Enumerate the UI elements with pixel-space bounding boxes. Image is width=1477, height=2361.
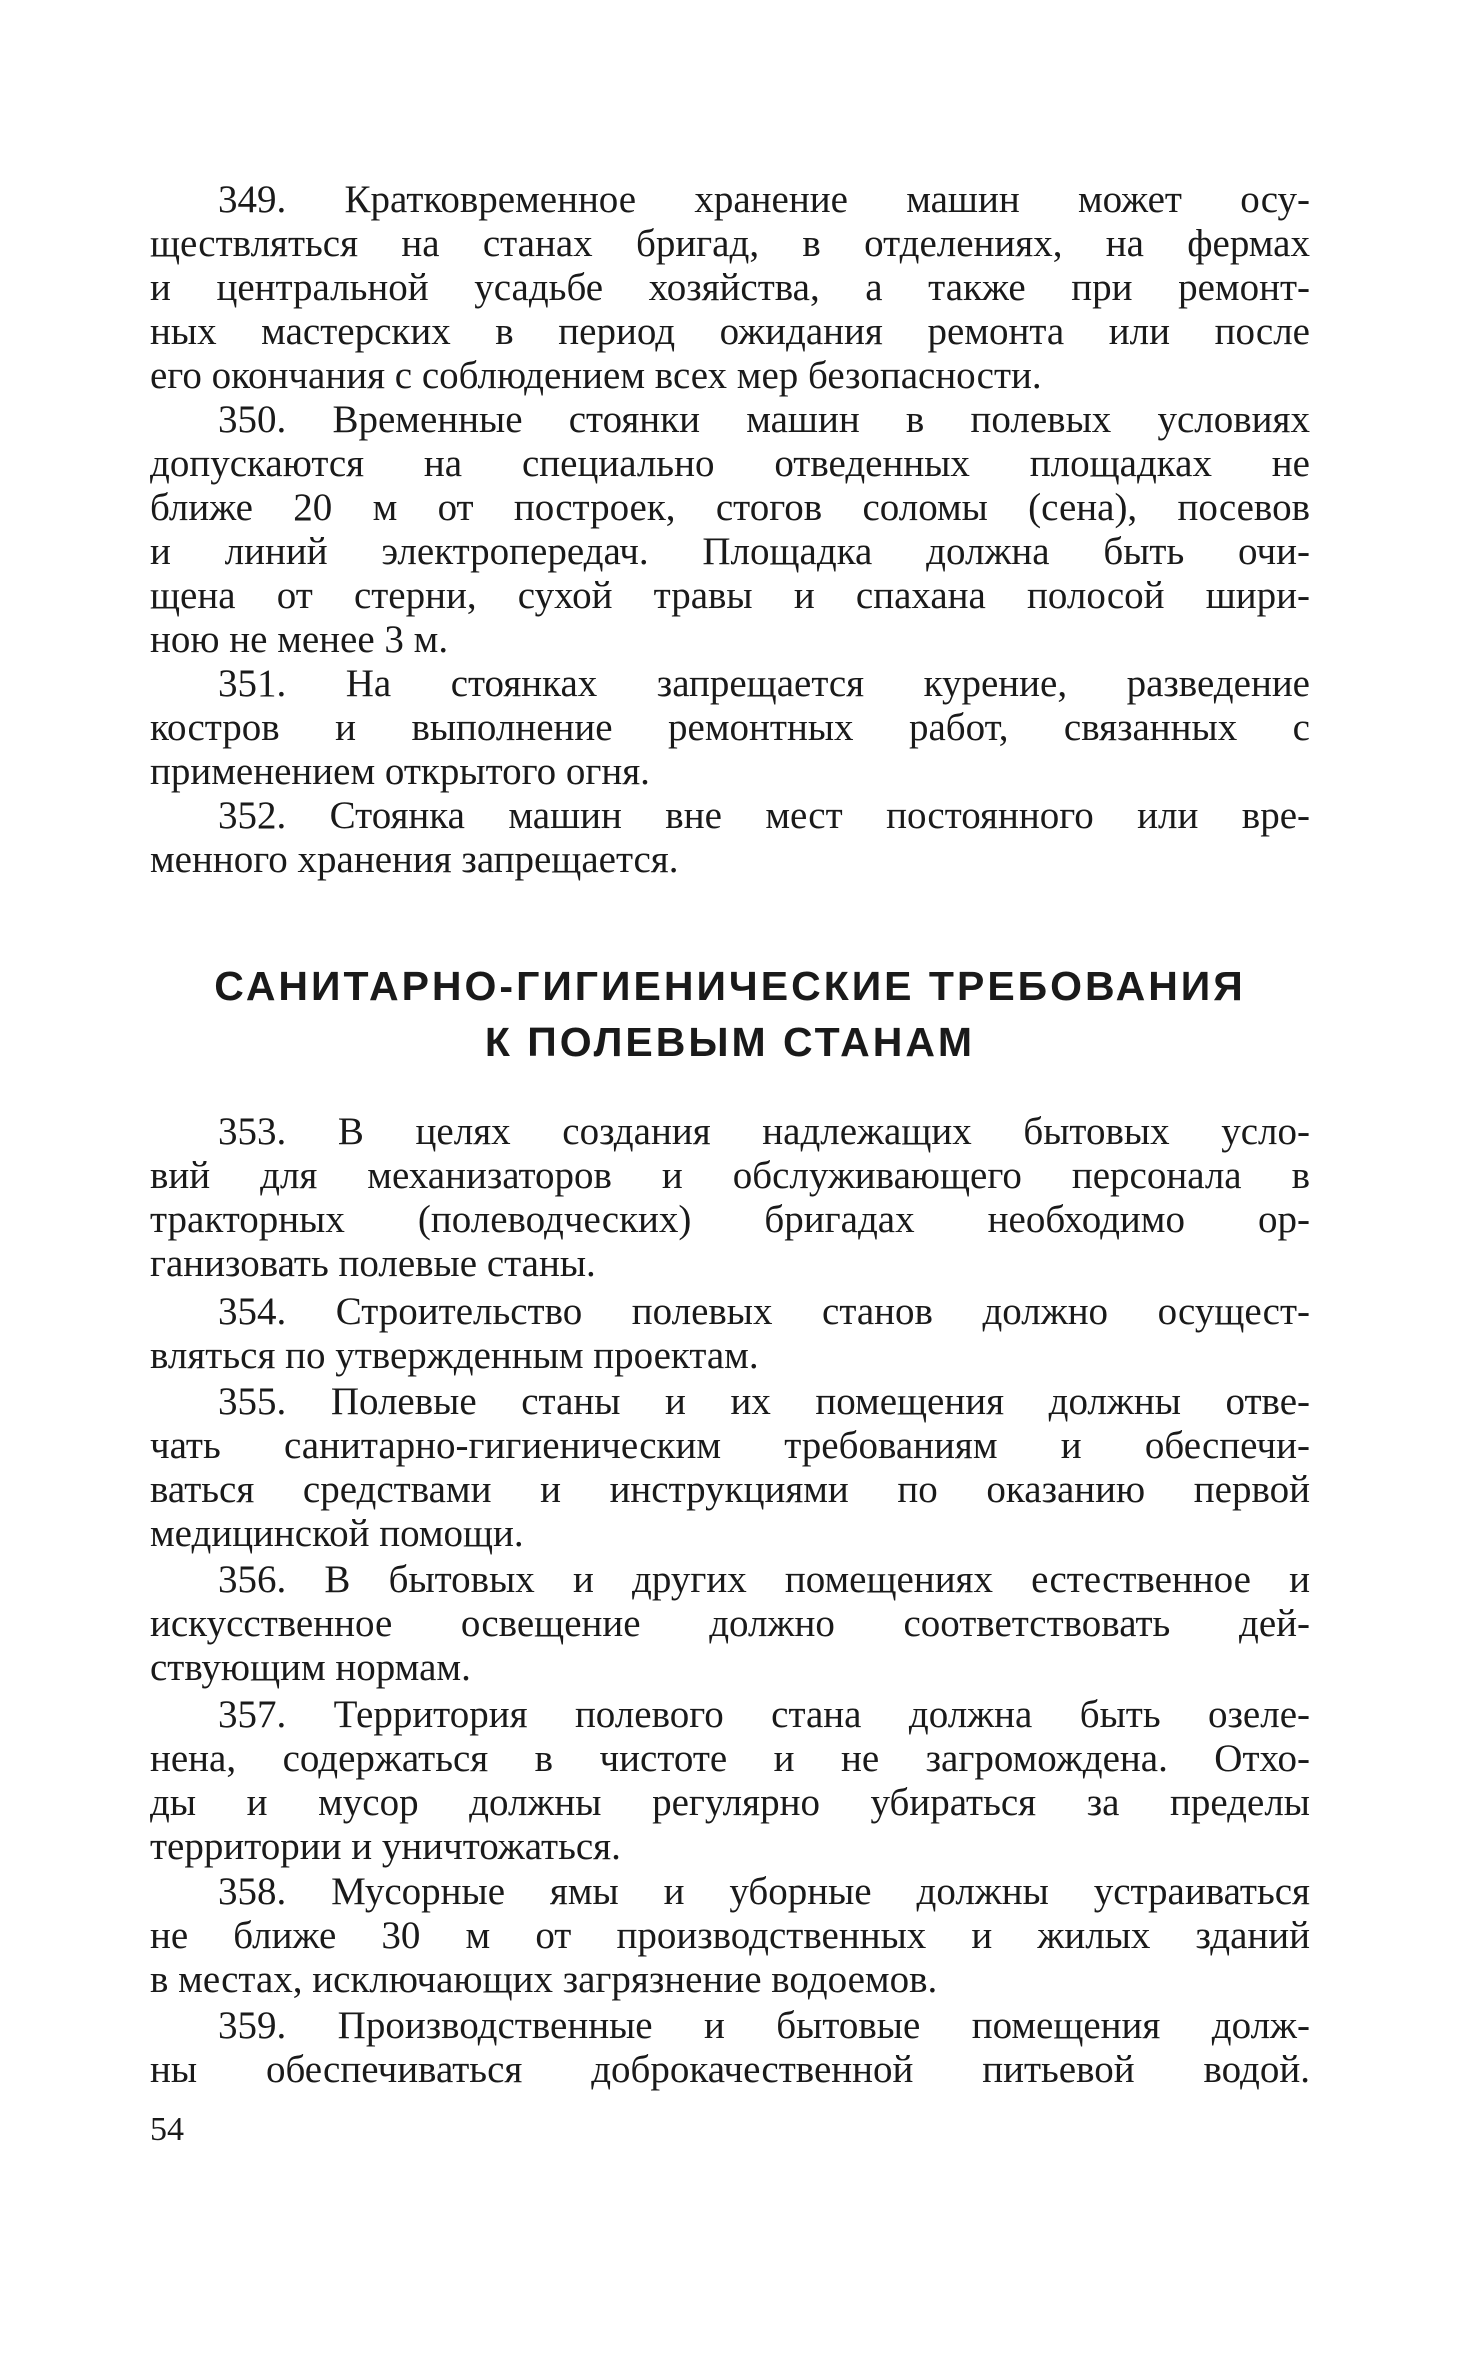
paragraph-354 bbox=[150, 1290, 1310, 1378]
text-line: 354. Строительство полевых станов должно осущест- bbox=[218, 1290, 1310, 1333]
text-line: ваться средствами и инструкциями по оказанию первой bbox=[150, 1468, 1310, 1511]
text-line: щена от стерни, сухой травы и спахана полосой шири- bbox=[150, 574, 1310, 617]
text-line: чать санитарно-гигиеническим требованиям и обеспечи- bbox=[150, 1424, 1310, 1467]
paragraph-357 bbox=[150, 1693, 1310, 1869]
paragraph-351 bbox=[150, 662, 1310, 794]
text-line: вляться по утвержденным проектам. bbox=[150, 1334, 759, 1377]
text-line: костров и выполнение ремонтных работ, связанных с bbox=[150, 706, 1310, 749]
text-line: 357. Территория полевого стана должна быть озеле- bbox=[218, 1693, 1310, 1736]
text-line: ных мастерских в период ожидания ремонта или после bbox=[150, 310, 1310, 353]
text-line: 358. Мусорные ямы и уборные должны устраиваться bbox=[218, 1870, 1310, 1913]
text-line: в местах, исключающих загрязнение водоемов. bbox=[150, 1958, 938, 2001]
text-line: менного хранения запрещается. bbox=[150, 838, 679, 881]
paragraph-350 bbox=[150, 398, 1310, 662]
section-heading-line-2: К ПОЛЕВЫМ СТАНАМ bbox=[484, 1019, 976, 1065]
text-line: 350. Временные стоянки машин в полевых условиях bbox=[218, 398, 1310, 441]
paragraph-349 bbox=[150, 178, 1310, 398]
text-line: применением открытого огня. bbox=[150, 750, 650, 793]
text-line: и центральной усадьбе хозяйства, а также при ремонт- bbox=[150, 266, 1310, 309]
text-line: ды и мусор должны регулярно убираться за пределы bbox=[150, 1781, 1310, 1824]
text-line: ны обеспечиваться доброкачественной питьевой водой. bbox=[150, 2048, 1310, 2091]
text-line: тракторных (полеводческих) бригадах необходимо ор- bbox=[150, 1198, 1310, 1241]
text-line: 352. Стоянка машин вне мест постоянного или вре- bbox=[218, 794, 1310, 837]
text-line: ствующим нормам. bbox=[150, 1646, 471, 1689]
text-line: не ближе 30 м от производственных и жилых зданий bbox=[150, 1914, 1310, 1957]
text-line: 359. Производственные и бытовые помещения долж- bbox=[218, 2004, 1310, 2047]
text-line: нена, содержаться в чистоте и не загромождена. Отхо- bbox=[150, 1737, 1310, 1780]
text-line: ною не менее 3 м. bbox=[150, 618, 449, 661]
text-line: вий для механизаторов и обслуживающего персонала в bbox=[150, 1154, 1310, 1197]
paragraph-353 bbox=[150, 1110, 1310, 1286]
text-line: 351. На стоянках запрещается курение, разведение bbox=[218, 662, 1310, 705]
text-line: искусственное освещение должно соответствовать дей- bbox=[150, 1602, 1310, 1645]
text-line: 355. Полевые станы и их помещения должны отве- bbox=[218, 1380, 1310, 1423]
text-line: 356. В бытовых и других помещениях естественное и bbox=[218, 1558, 1310, 1601]
paragraph-352 bbox=[150, 794, 1310, 882]
text-line: медицинской помощи. bbox=[150, 1512, 524, 1555]
section-heading-line-1: САНИТАРНО-ГИГИЕНИЧЕСКИЕ ТРЕБОВАНИЯ bbox=[214, 963, 1246, 1009]
paragraph-356 bbox=[150, 1558, 1310, 1690]
text-line: ближе 20 м от построек, стогов соломы (сена), посевов bbox=[150, 486, 1310, 529]
text-line: допускаются на специально отведенных площадках не bbox=[150, 442, 1310, 485]
text-line: и линий электропередач. Площадка должна быть очи- bbox=[150, 530, 1310, 573]
text-line: его окончания с соблюдением всех мер безопасности. bbox=[150, 354, 1042, 397]
text-line: 353. В целях создания надлежащих бытовых усло- bbox=[218, 1110, 1310, 1153]
text-line: ганизовать полевые станы. bbox=[150, 1242, 596, 1285]
paragraph-359 bbox=[150, 2004, 1310, 2092]
text-line: 349. Кратковременное хранение машин может осу- bbox=[218, 178, 1310, 221]
text-line: ществляться на станах бригад, в отделениях, на фермах bbox=[150, 222, 1310, 265]
page-number: 54 bbox=[150, 2111, 184, 2148]
text-line: территории и уничтожаться. bbox=[150, 1825, 621, 1868]
paragraph-358 bbox=[150, 1870, 1310, 2002]
section-heading bbox=[150, 958, 1310, 1070]
paragraph-355 bbox=[150, 1380, 1310, 1556]
